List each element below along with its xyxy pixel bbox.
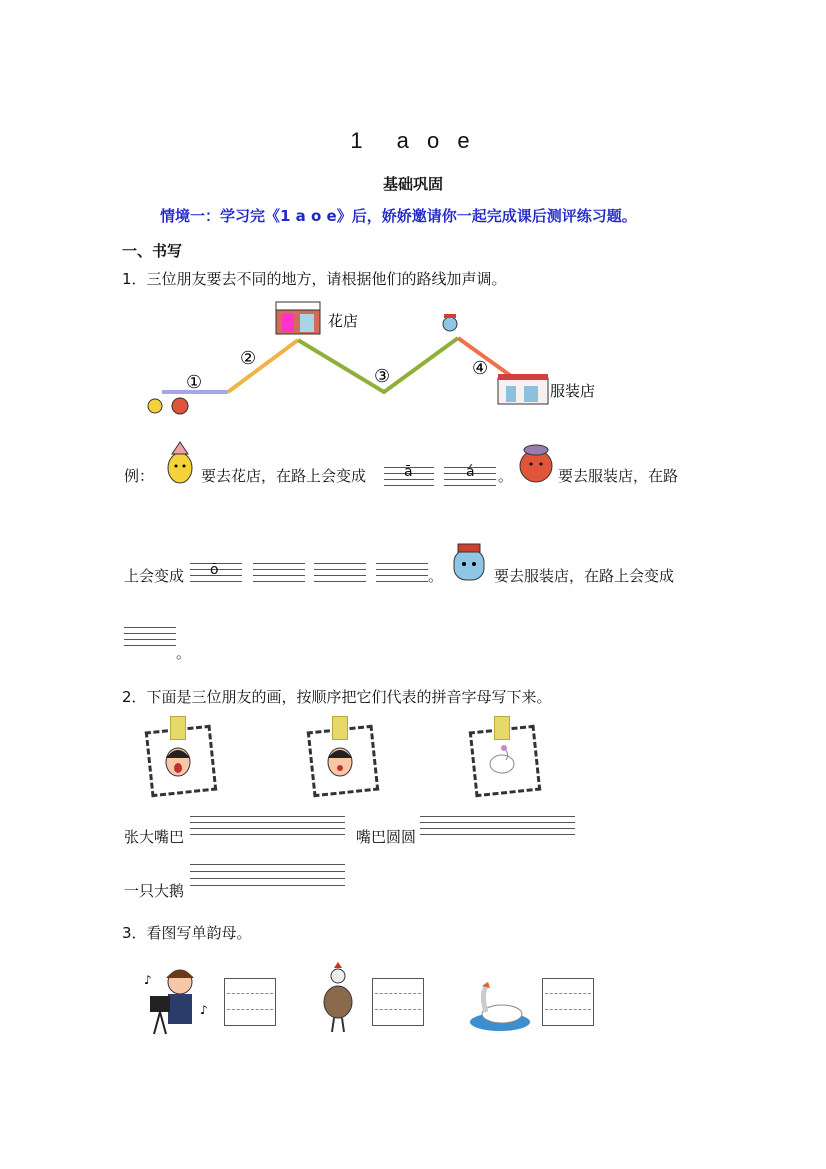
example-text-2: 要去服装店，在路: [558, 467, 679, 485]
example-label: 例：: [124, 467, 155, 485]
subtitle: 基础巩固: [382, 175, 443, 193]
period: 。: [176, 644, 192, 662]
clothing-shop-label: 服装店: [550, 382, 596, 400]
example-text-3: 上会变成: [124, 567, 185, 585]
clothing-shop-icon: [498, 374, 548, 404]
answer-box-3[interactable]: [542, 978, 594, 1026]
example-text-1: 要去花店，在路上会变成: [201, 467, 367, 485]
page-title: 1 a o e: [350, 128, 476, 153]
writing-lines[interactable]: [253, 563, 305, 583]
flower-shop-label: 花店: [328, 312, 359, 330]
question-1-prompt: 1．三位朋友要去不同的地方，请根据他们的路线加声调。: [122, 270, 507, 288]
label-round-mouth: 嘴巴圆圆: [356, 828, 417, 846]
label-goose: 一只大鹅: [124, 882, 185, 900]
tape: [332, 716, 348, 740]
answer-box-1[interactable]: [224, 978, 276, 1026]
marker-4: ④: [472, 358, 489, 379]
writing-lines[interactable]: [124, 627, 176, 647]
start-friends-icon: [148, 398, 188, 414]
tone-answer-1: ā: [404, 464, 413, 480]
round-mouth-girl-icon: [318, 740, 362, 780]
svg-text:♪: ♪: [144, 973, 152, 987]
tape: [170, 716, 186, 740]
question-3-prompt: 3．看图写单韵母。: [122, 924, 252, 942]
marker-2: ②: [240, 348, 257, 369]
goose-drawing-icon: [482, 740, 522, 780]
marker-3: ③: [374, 366, 391, 387]
writing-lines[interactable]: [314, 563, 366, 583]
writing-lines[interactable]: [420, 816, 575, 834]
writing-lines[interactable]: [376, 563, 428, 583]
period: 。: [428, 567, 444, 585]
singing-girl-icon: [142, 962, 212, 1036]
tone-answer-3: ō: [210, 562, 219, 578]
section-heading: 一、书写: [122, 242, 183, 260]
scenario-text: 情境一：学习完《1 a o e》后，娇娇邀请你一起完成课后测评练习题。: [160, 207, 637, 225]
label-open-mouth: 张大嘴巴: [124, 828, 185, 846]
period: 。: [498, 467, 514, 485]
tone-answer-2: á: [466, 464, 475, 480]
flower-shop-icon: [276, 302, 320, 334]
writing-lines[interactable]: [190, 864, 345, 886]
route-segment-2: [228, 340, 298, 392]
tape: [494, 716, 510, 740]
question-2-prompt: 2．下面是三位朋友的画，按顺序把它们代表的拼音字母写下来。: [122, 688, 552, 706]
route-map: [140, 300, 620, 430]
writing-lines[interactable]: [190, 816, 345, 834]
blue-friend-icon: [446, 540, 492, 586]
blue-friend-icon: [443, 314, 457, 331]
marker-1: ①: [186, 372, 203, 393]
svg-text:♪: ♪: [200, 1003, 208, 1017]
answer-box-2[interactable]: [372, 978, 424, 1026]
rooster-icon: [310, 962, 364, 1036]
example-text-4: 要去服装店，在路上会变成: [494, 567, 675, 585]
open-mouth-girl-icon: [156, 740, 200, 780]
red-friend-icon: [514, 440, 558, 486]
goose-icon: [466, 972, 532, 1036]
yellow-friend-icon: [160, 440, 200, 488]
